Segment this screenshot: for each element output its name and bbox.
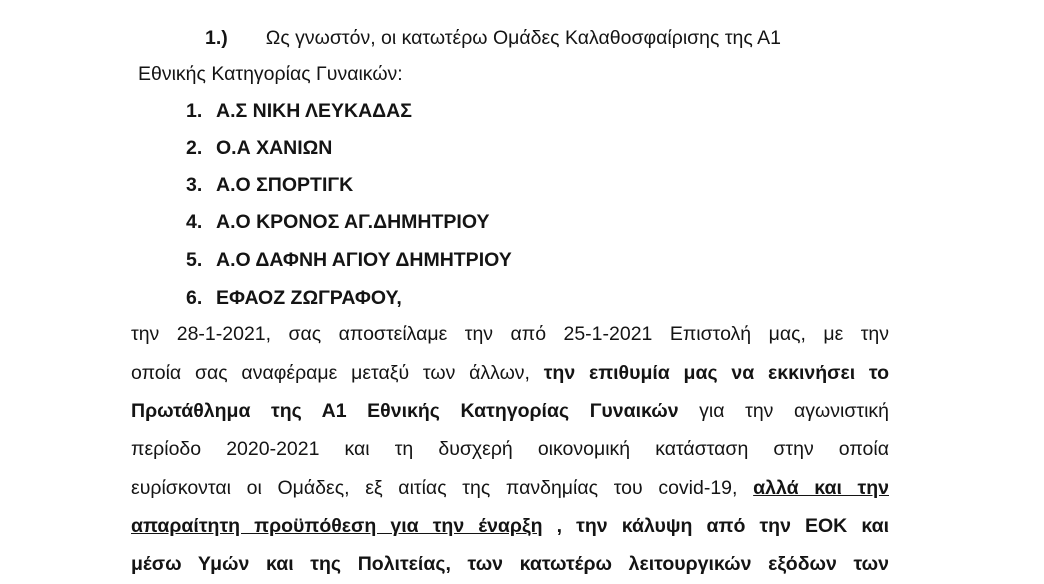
- paragraph-bold-text: , την κάλυψη από την ΕΟΚ και: [542, 515, 889, 537]
- list-item: [186, 173, 353, 197]
- list-item: [186, 99, 412, 123]
- intro-line-2: Εθνικής Κατηγορίας Γυναικών:: [138, 63, 403, 85]
- team-name: Α.Σ ΝΙΚΗ ΛΕΥΚΑΔΑΣ: [216, 100, 412, 122]
- paragraph-text: οποία σας αναφέραμε μεταξύ των άλλων,: [131, 362, 544, 384]
- paragraph-bold-text: Πρωτάθλημα της Α1 Εθνικής Κατηγορίας Γυναικών: [131, 400, 679, 422]
- list-number: 2.: [186, 137, 203, 159]
- paragraph-text: ευρίσκονται οι Ομάδες, εξ αιτίας της πανδημίας του covid-19,: [131, 477, 754, 499]
- paragraph-line-1: την 28-1-2021, σας αποστείλαμε την από 25-1-2021 Επιστολή μας, με την: [131, 323, 889, 345]
- paragraph-text: για την αγωνιστική: [678, 400, 890, 422]
- team-name: Α.Ο ΣΠΟΡΤΙΓΚ: [216, 174, 354, 196]
- paragraph-line-3: [131, 399, 889, 423]
- list-number: 1.: [186, 100, 203, 122]
- intro-text-1: Ως γνωστόν, οι κατωτέρω Ομάδες Καλαθοσφαίρισης της Α1: [265, 27, 781, 49]
- list-item: [186, 210, 489, 234]
- team-name: ΕΦΑΟΖ ΖΩΓΡΑΦΟΥ,: [216, 287, 402, 309]
- team-name: Ο.Α ΧΑΝΙΩΝ: [216, 137, 333, 159]
- paragraph-underlined-text: αλλά και την: [753, 477, 889, 499]
- paragraph-line-4: περίοδο 2020-2021 και τη δυσχερή οικονομική κατάσταση στην οποία: [131, 438, 889, 460]
- team-name: Α.Ο ΔΑΦΝΗ ΑΓΙΟΥ ΔΗΜΗΤΡΙΟΥ: [216, 249, 512, 271]
- section-number: 1.): [205, 27, 228, 49]
- paragraph-line-6: [131, 514, 889, 538]
- paragraph-line-5: [131, 476, 889, 500]
- paragraph-bold-text: την επιθυμία μας να εκκινήσει το: [543, 362, 890, 384]
- list-number: 6.: [186, 287, 203, 309]
- list-number: 4.: [186, 211, 203, 233]
- list-number: 5.: [186, 249, 203, 271]
- paragraph-line-7: μέσω Υμών και της Πολιτείας, των κατωτέρω λειτουργικών εξόδων των: [131, 553, 889, 575]
- paragraph-line-2: [131, 361, 889, 385]
- intro-line-1: [205, 26, 781, 50]
- team-name: Α.Ο ΚΡΟΝΟΣ ΑΓ.ΔΗΜΗΤΡΙΟΥ: [216, 211, 490, 233]
- list-item: [186, 248, 512, 272]
- paragraph-underlined-text: απαραίτητη προϋπόθεση για την έναρξη: [131, 515, 543, 537]
- list-item: [186, 286, 402, 310]
- list-number: 3.: [186, 174, 203, 196]
- list-item: [186, 136, 332, 160]
